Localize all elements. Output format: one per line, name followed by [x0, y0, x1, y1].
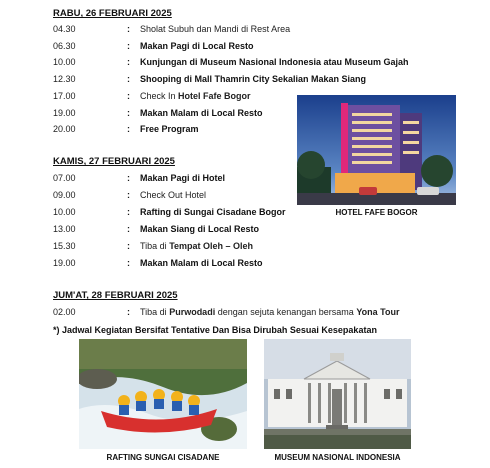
activity-text: Tiba di [140, 307, 170, 317]
time: 19.00 [53, 108, 76, 118]
time: 20.00 [53, 124, 76, 134]
museum-photo [264, 339, 411, 449]
separator: : [127, 190, 130, 200]
time: 06.30 [53, 41, 76, 51]
tentative-note: *) Jadwal Kegiatan Bersifat Tentative Dan Bisa Dirubah Sesuai Kesepakatan [53, 325, 377, 335]
museum-caption: MUSEUM NASIONAL INDONESIA [274, 453, 401, 462]
time: 10.00 [53, 57, 76, 67]
separator: : [127, 207, 130, 217]
activity: Kunjungan di Museum Nasional Indonesia atau Museum Gajah [140, 57, 409, 67]
activity-text: Tiba di [140, 241, 170, 251]
museum-illustration [264, 339, 411, 449]
activity: Makan Siang di Local Resto [140, 224, 260, 234]
day-title-kamis: KAMIS, 27 FEBRUARI 2025 [53, 156, 175, 167]
rafting-photo [79, 339, 247, 449]
hotel-caption: HOTEL FAFE BOGOR [335, 208, 418, 217]
time: 04.30 [53, 24, 76, 34]
separator: : [127, 108, 130, 118]
time: 02.00 [53, 307, 76, 317]
activity: Check Out Hotel [140, 190, 207, 200]
time: 13.00 [53, 224, 76, 234]
time: 10.00 [53, 207, 76, 217]
time: 19.00 [53, 258, 76, 268]
separator: : [127, 124, 130, 134]
time: 15.30 [53, 241, 76, 251]
place-name: Tempat Oleh – Oleh [169, 241, 254, 251]
time: 12.30 [53, 74, 76, 84]
hotel-illustration [297, 95, 456, 205]
hotel-name: Hotel Fafe Bogor [178, 91, 251, 101]
separator: : [127, 258, 130, 268]
separator: : [127, 307, 130, 317]
activity-text: dengan sejuta kenangan bersama [215, 307, 357, 317]
activity [140, 239, 253, 253]
separator: : [127, 41, 130, 51]
day-title-jumat: JUM'AT, 28 FEBRUARI 2025 [53, 290, 178, 301]
separator: : [127, 24, 130, 34]
time: 17.00 [53, 91, 76, 101]
separator: : [127, 91, 130, 101]
separator: : [127, 224, 130, 234]
activity [140, 305, 399, 319]
rafting-illustration [79, 339, 247, 449]
hotel-photo [297, 95, 456, 205]
rafting-caption: RAFTING SUNGAI CISADANE [106, 453, 220, 462]
time: 07.00 [53, 173, 76, 183]
separator: : [127, 173, 130, 183]
separator: : [127, 57, 130, 67]
activity: Rafting di Sungai Cisadane Bogor [140, 207, 286, 217]
activity: Sholat Subuh dan Mandi di Rest Area [140, 24, 291, 34]
brand-name: Yona Tour [356, 307, 400, 317]
activity: Free Program [140, 124, 199, 134]
city-name: Purwodadi [169, 307, 216, 317]
separator: : [127, 74, 130, 84]
activity: Makan Malam di Local Resto [140, 108, 263, 118]
separator: : [127, 241, 130, 251]
activity: Shooping di Mall Thamrin City Sekalian Makan Siang [140, 74, 367, 84]
activity [140, 89, 251, 103]
activity: Makan Pagi di Local Resto [140, 41, 254, 51]
activity-text: Check In [140, 91, 179, 101]
activity: Makan Malam di Local Resto [140, 258, 263, 268]
time: 09.00 [53, 190, 76, 200]
day-title-rabu: RABU, 26 FEBRUARI 2025 [53, 8, 172, 19]
activity: Makan Pagi di Hotel [140, 173, 226, 183]
